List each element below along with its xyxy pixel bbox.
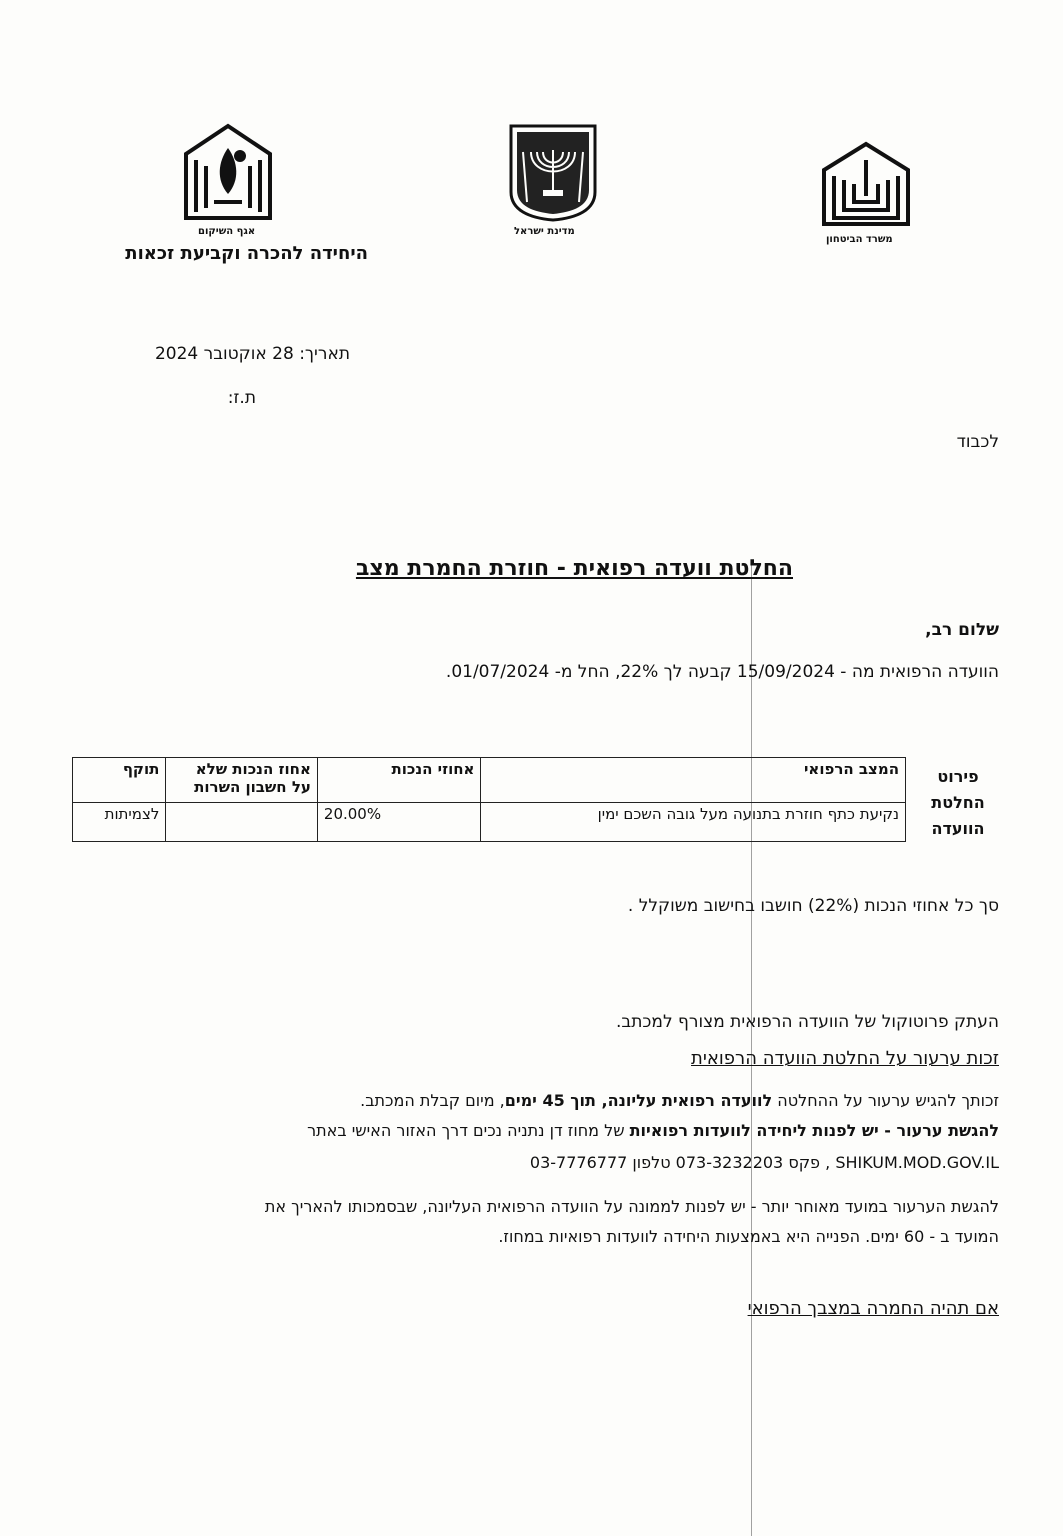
intro-line: הוועדה הרפואית מה - 15/09/2024 קבעה לך 22%, החל מ- 01/07/2024.	[445, 662, 999, 682]
center-logo-caption: מדינת ישראל	[514, 226, 575, 237]
state-emblem-icon	[507, 122, 599, 222]
summary-line: סך כל אחוזי הנכות (22%) חושבו בחישוב משוקלל .	[627, 896, 999, 916]
appeal-contact-line: SHIKUM.MOD.GOV.IL , פקס 073-3232203 טלפון 03-7776777	[529, 1153, 999, 1172]
unit-title: היחידה להכרה וקביעת זכאות	[125, 243, 368, 264]
right-logo-caption: משרד הביטחון	[826, 234, 893, 245]
cell-condition: נקיעת כתף חוזרת בתנועה מעל גובה השכם ימין	[481, 803, 906, 842]
id-label: ת.ז:	[227, 388, 256, 408]
appeal-late-line-1: להגשת הערעור במועד מאוחר יותר - יש לפנות לממונה על הוועדה הרפואית העליונה, שבסמכותו להאריך את	[264, 1197, 999, 1216]
recipient-label: לכבוד	[956, 432, 999, 452]
appeal-heading: זכות ערעור על החלטת הוועדה הרפואית	[691, 1048, 999, 1069]
appeal-paragraph-2	[59, 1116, 999, 1145]
table-header-row	[73, 758, 906, 803]
appeal-p2-b: של מחוז דן נתניה נכים דרך האזור האישי באתר	[307, 1121, 630, 1140]
cell-validity: לצמיתות	[73, 803, 166, 842]
worsening-heading: אם תהיה החמרה במצבך הרפואי	[747, 1298, 999, 1319]
left-logo-caption: אגף השיקום	[198, 226, 256, 237]
header-validity: תוקף	[73, 758, 166, 803]
appeal-late-line-2: המועד ב - 60 ימים. הפנייה היא באמצעות היחידה לוועדות רפואיות במחוז.	[498, 1227, 999, 1246]
appeal-paragraph-1	[59, 1086, 999, 1115]
appeal-p1-b: לוועדה רפואית עליונה, תוך 45 ימים	[504, 1091, 773, 1110]
ministry-logo-icon	[820, 140, 912, 228]
decision-side-label: פירוט החלטת הוועדה	[931, 767, 985, 838]
table-row	[73, 803, 906, 842]
letter-title: החלטת וועדה רפואית - חוזרת החמרת מצב	[355, 556, 793, 581]
rehabilitation-logo-icon	[180, 122, 276, 222]
decision-table	[72, 757, 906, 842]
header-not-service-pct: אחוז הנכות שלא על חשבון השרות	[166, 758, 318, 803]
cell-disability-pct: 20.00%	[317, 803, 481, 842]
date-label: תאריך:	[299, 344, 350, 364]
header-condition: המצב הרפואי	[481, 758, 906, 803]
appeal-p1-c: , מיום קבלת המכתב.	[360, 1091, 505, 1110]
header-disability-pct: אחוזי הנכות	[317, 758, 481, 803]
date-line	[155, 344, 350, 364]
appeal-p2-a: להגשת ערעור - יש לפנות ליחידה לוועדות רפואיות	[629, 1121, 999, 1140]
appeal-p1-a: זכותך להגיש ערעור על ההחלטה	[772, 1091, 999, 1110]
cell-not-service-pct	[166, 803, 318, 842]
greeting: שלום רב,	[925, 620, 999, 640]
date-value: 28 אוקטובר 2024	[154, 344, 294, 364]
protocol-note: העתק פרוטוקול של הוועדה הרפואית מצורף למכתב.	[616, 1012, 999, 1032]
